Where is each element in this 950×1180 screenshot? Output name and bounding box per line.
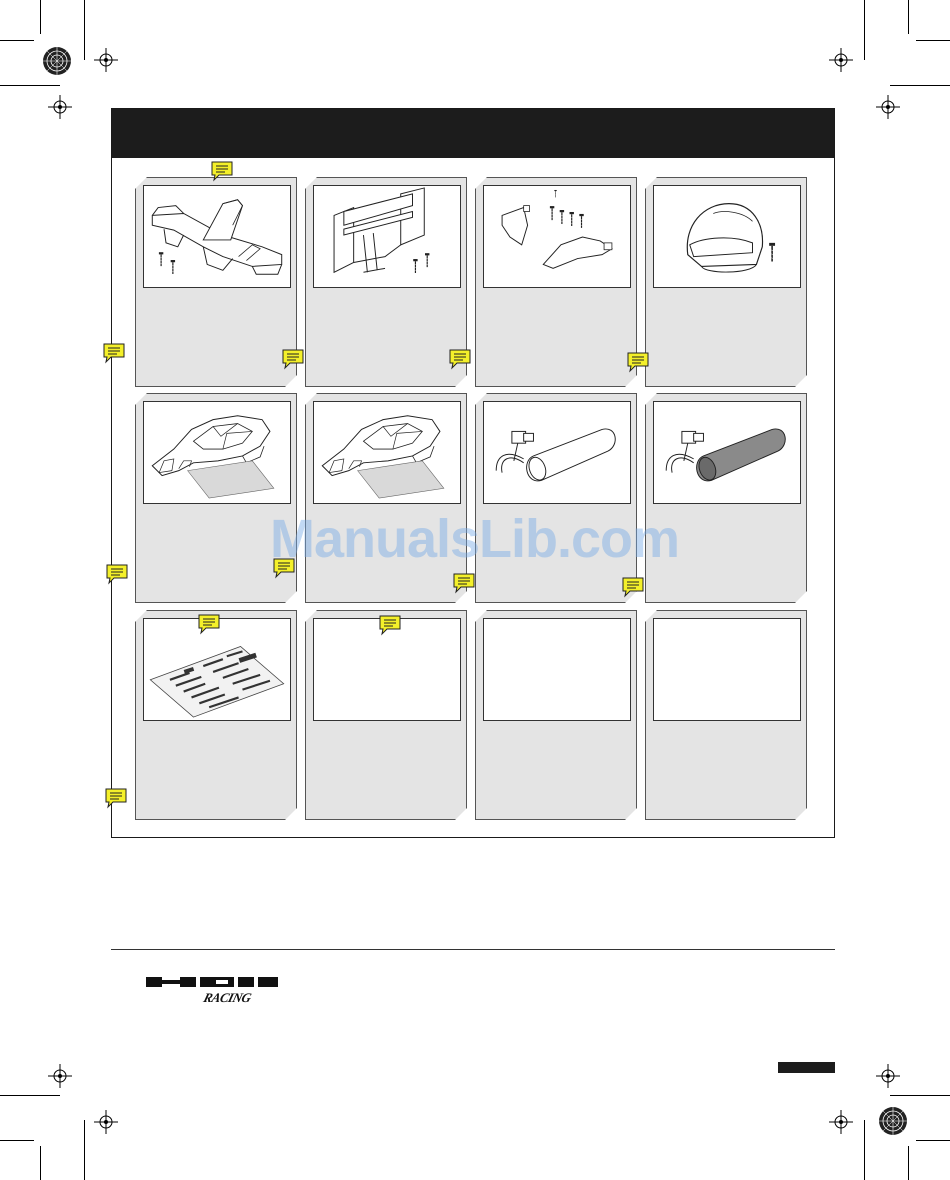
crop-mark xyxy=(916,40,950,41)
footer-rule xyxy=(111,949,835,950)
part-image-chassis-body xyxy=(313,401,461,504)
crop-mark xyxy=(890,85,950,86)
registration-target-icon xyxy=(42,46,72,76)
registration-crosshair-icon xyxy=(829,1110,853,1134)
crop-mark xyxy=(40,1146,41,1180)
part-card xyxy=(305,177,467,387)
crop-mark xyxy=(0,1095,60,1096)
registration-crosshair-icon xyxy=(876,1064,900,1088)
part-card xyxy=(475,177,637,387)
part-image-helmet xyxy=(653,185,801,288)
header-bar xyxy=(112,109,834,158)
crop-mark xyxy=(890,1095,950,1096)
part-card xyxy=(135,610,297,820)
crop-mark xyxy=(40,0,41,34)
crop-mark xyxy=(0,85,60,86)
watermark: ManualsLib.com xyxy=(270,509,680,569)
part-card xyxy=(475,393,637,603)
part-image-side-deflectors xyxy=(483,185,631,288)
part-image-chassis-body xyxy=(143,401,291,504)
part-card xyxy=(135,177,297,387)
registration-target-icon xyxy=(878,1106,908,1136)
part-image-battery-pack-dark xyxy=(653,401,801,504)
comment-note-icon[interactable] xyxy=(197,613,221,635)
comment-note-icon[interactable] xyxy=(104,787,128,809)
svg-text:RACING: RACING xyxy=(201,990,253,1005)
registration-crosshair-icon xyxy=(94,48,118,72)
comment-note-icon[interactable] xyxy=(378,614,402,636)
crop-mark xyxy=(916,1140,950,1141)
crop-mark xyxy=(0,40,34,41)
part-image-empty xyxy=(653,618,801,721)
comment-note-icon[interactable] xyxy=(621,576,645,598)
part-image-front-wing xyxy=(143,185,291,288)
part-card xyxy=(645,393,807,603)
part-card xyxy=(645,610,807,820)
registration-crosshair-icon xyxy=(829,48,853,72)
comment-note-icon[interactable] xyxy=(105,563,129,585)
crop-mark xyxy=(84,0,85,60)
part-card xyxy=(645,177,807,387)
crop-mark xyxy=(864,1120,865,1180)
comment-note-icon[interactable] xyxy=(626,351,650,373)
registration-crosshair-icon xyxy=(94,1110,118,1134)
crop-mark xyxy=(908,0,909,34)
crop-mark xyxy=(864,0,865,60)
registration-crosshair-icon xyxy=(48,95,72,119)
registration-crosshair-icon xyxy=(48,1064,72,1088)
part-image-battery-pack xyxy=(483,401,631,504)
hpi-racing-logo xyxy=(146,975,278,1005)
comment-note-icon[interactable] xyxy=(210,160,234,182)
part-card xyxy=(305,610,467,820)
part-image-rear-wing xyxy=(313,185,461,288)
crop-mark xyxy=(908,1146,909,1180)
comment-note-icon[interactable] xyxy=(452,572,476,594)
part-image-empty xyxy=(483,618,631,721)
part-card xyxy=(305,393,467,603)
comment-note-icon[interactable] xyxy=(448,348,472,370)
part-card xyxy=(475,610,637,820)
page-number-tab xyxy=(778,1062,835,1073)
registration-crosshair-icon xyxy=(876,95,900,119)
comment-note-icon[interactable] xyxy=(281,348,305,370)
comment-note-icon[interactable] xyxy=(102,342,126,364)
crop-mark xyxy=(84,1120,85,1180)
crop-mark xyxy=(0,1140,34,1141)
